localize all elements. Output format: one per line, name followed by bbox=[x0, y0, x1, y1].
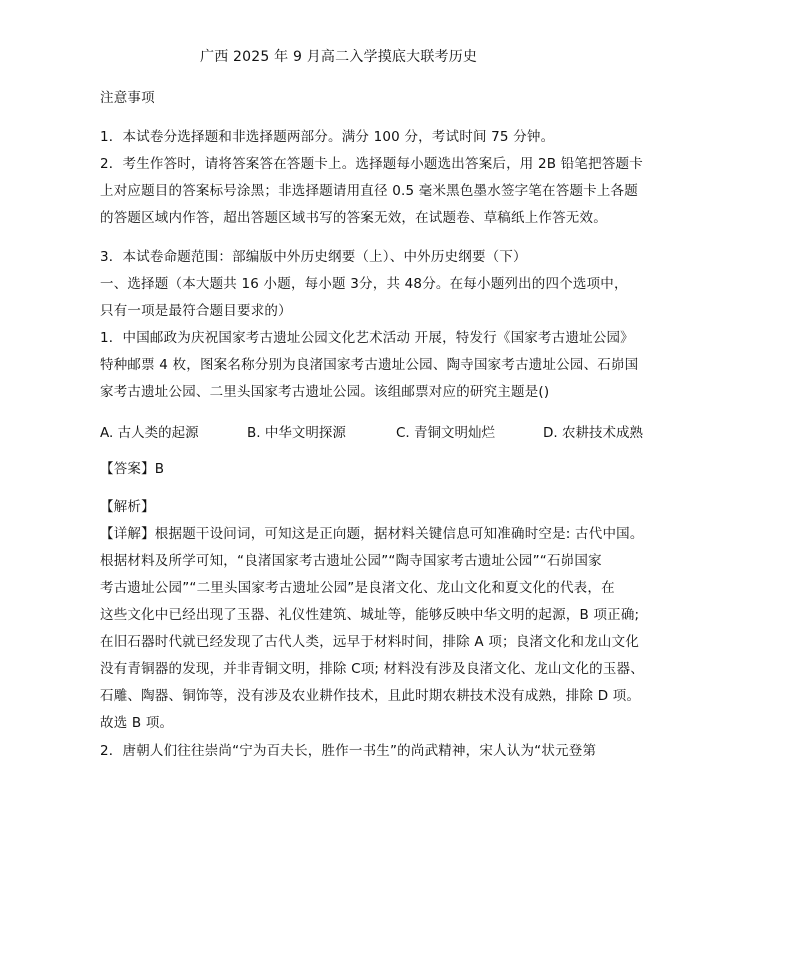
option-d: D. 农耕技术成熟 bbox=[543, 425, 643, 441]
option-a: A. 古人类的起源 bbox=[100, 425, 199, 441]
question-stem: 1．中国邮政为庆祝国家考古遗址公园文化艺术活动 开展，特发行《国家考古遗址公园》 bbox=[100, 330, 634, 346]
analysis-line: 【详解】根据题干设问词，可知这是正向题，据材料关键信息可知准确时空是: 古代中国。 bbox=[100, 526, 644, 542]
question-options bbox=[100, 421, 660, 441]
analysis-line: 考古遗址公园”“二里头国家考古遗址公园”是良渚文化、龙山文化和夏文化的代表，在 bbox=[100, 580, 615, 596]
question-stem: 特种邮票 4 枚，图案名称分别为良渚国家考古遗址公园、陶寺国家考古遗址公园、石峁国 bbox=[100, 357, 639, 373]
analysis-line: 根据材料及所学可知，“良渚国家考古遗址公园”“陶寺国家考古遗址公园”“石峁国家 bbox=[100, 553, 602, 569]
answer-line: 【答案】B bbox=[100, 461, 165, 477]
notice-heading: 注意事项 bbox=[100, 90, 155, 106]
analysis-line: 石雕、陶器、铜饰等，没有涉及农业耕作技术，且此时期农耕技术没有成熟，排除 D 项。 bbox=[100, 688, 641, 704]
notice-line: 2．考生作答时，请将答案答在答题卡上。选择题每小题选出答案后，用 2B 铅笔把答题卡 bbox=[100, 156, 643, 172]
notice-line: 上对应题目的答案标号涂黑；非选择题请用直径 0.5 毫米黑色墨水签字笔在答题卡上各题 bbox=[100, 183, 638, 199]
analysis-line: 故选 B 项。 bbox=[100, 715, 174, 731]
option-b: B. 中华文明探源 bbox=[247, 425, 346, 441]
question-stem: 2．唐朝人们往往崇尚“宁为百夫长，胜作一书生”的尚武精神，宋人认为“状元登第 bbox=[100, 743, 597, 759]
analysis-line: 这些文化中已经出现了玉器、礼仪性建筑、城址等，能够反映中华文明的起源，B 项正确; bbox=[100, 607, 640, 623]
notice-line: 3．本试卷命题范围：部编版中外历史纲要（上）、中外历史纲要（下） bbox=[100, 249, 527, 265]
section-heading: 只有一项是最符合题目要求的） bbox=[100, 303, 292, 319]
document-title: 广西 2025 年 9 月高二入学摸底大联考历史 bbox=[200, 49, 478, 65]
question-stem: 家考古遗址公园、二里头国家考古遗址公园。该组邮票对应的研究主题是() bbox=[100, 384, 550, 400]
analysis-heading: 【解析】 bbox=[100, 499, 155, 515]
analysis-line: 在旧石器时代就已经发现了古代人类，远早于材料时间，排除 A 项；良渚文化和龙山文化 bbox=[100, 634, 640, 650]
notice-line: 的答题区域内作答，超出答题区域书写的答案无效，在试题卷、草稿纸上作答无效。 bbox=[100, 210, 607, 226]
option-c: C. 青铜文明灿烂 bbox=[396, 425, 496, 441]
analysis-line: 没有青铜器的发现，并非青铜文明，排除 C项; 材料没有涉及良渚文化、龙山文化的玉器、 bbox=[100, 661, 644, 677]
notice-line: 1．本试卷分选择题和非选择题两部分。满分 100 分，考试时间 75 分钟。 bbox=[100, 129, 555, 145]
section-heading: 一、选择题（本大题共 16 小题，每小题 3分，共 48分。在每小题列出的四个选项中， bbox=[100, 276, 628, 292]
